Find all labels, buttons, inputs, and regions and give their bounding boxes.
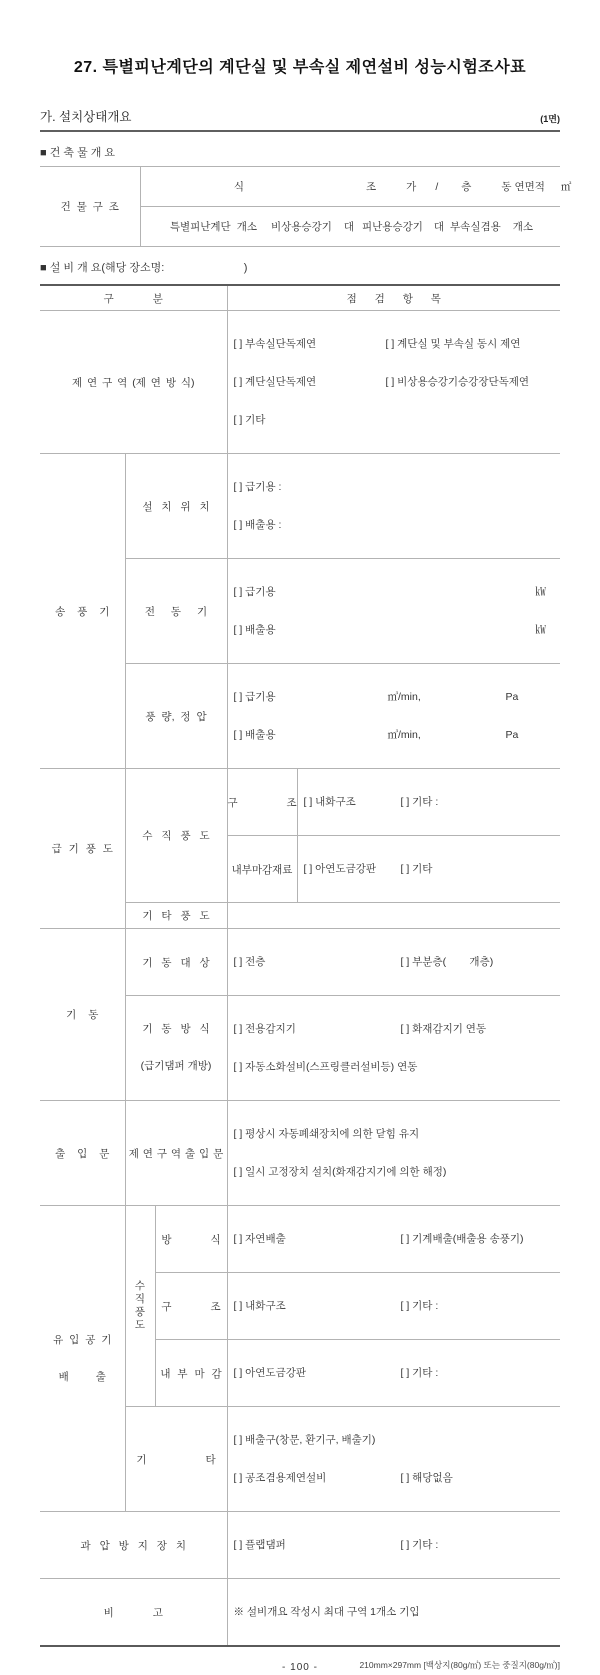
section-heading: 가. 설치상태개요 [40,110,132,124]
smoke-zone-options [227,311,560,454]
door-row [40,1101,560,1206]
blank-dong-area: 동 연면적 [501,181,545,193]
start-target-options [227,929,560,996]
inflow-vertical-duct-label: 수직풍도 [125,1206,155,1407]
checkbox-exhaust-location: [ ] 배출용 : [233,519,282,531]
unit-gaeso: 개소 [236,221,257,233]
column-header-check-items: 점 검 항 목 [227,285,560,311]
checkbox-natural-exhaust: [ ] 자연배출 [233,1233,286,1245]
fan-label: 송 풍 기 [40,454,125,769]
unit-pa: Pa [505,691,519,703]
inflow-mode-options [227,1206,560,1273]
overpressure-label: 과 압 방 지 장 치 [40,1512,227,1579]
other-duct-label: 기 타 풍 도 [125,903,227,929]
blank-ga: 가 [406,181,417,193]
checkbox-all-floors: [ ] 전층 [233,956,266,968]
checkbox-annex-only: [ ] 부속실단독제연 [233,338,317,350]
other-duct-empty [227,903,560,929]
checkbox-stair-only: [ ] 계단실단독제연 [233,376,317,388]
remarks-content [227,1579,560,1647]
building-structure-table [40,166,572,247]
checkbox-temp-hold-device: [ ] 일시 고정장치 설치(화재감지기에 의한 해정) [233,1166,447,1178]
unit-gaeso-2: 개소 [512,221,534,233]
checkbox-flap-damper: [ ] 플랩댐퍼 [233,1539,286,1551]
inflow-other-options [227,1407,560,1512]
door-label: 출 입 문 [40,1101,125,1206]
inflow-mode-label: 방 식 [155,1206,227,1273]
remarks-row [40,1579,560,1647]
unit-kw-2: ㎾ [535,624,547,636]
overpressure-options [227,1512,560,1579]
emergency-elevator: 비상용승강기 [271,221,332,233]
vertical-duct-label: 수 직 풍 도 [125,769,227,903]
page-title: 27. 특별피난계단의 계단실 및 부속실 제연설비 성능시험조사표 [73,59,527,76]
checkbox-fire-detector-linked: [ ] 화재감지기 연동 [400,1023,487,1035]
fan-flow-label: 풍 량, 정 압 [125,664,227,769]
blank-sik: 식 [233,181,244,193]
checkbox-fireproof: [ ] 내화구조 [303,796,356,808]
checkbox-inflow-etc-finish: [ ] 기타 : [400,1367,439,1379]
fan-flow-options [227,664,560,769]
inspection-table [40,284,560,1647]
supply-duct-structure-row [40,769,560,836]
special-escape-stair: 특별피난계단 [169,221,231,233]
start-label: 기 동 [40,929,125,1101]
fan-location-row [40,454,560,559]
checkbox-inflow-etc-structure: [ ] 기타 : [400,1300,439,1312]
checkbox-elevator-hall-only: [ ] 비상용승강기승강장단독제연 [385,376,530,388]
escape-elevator: 피난용승강기 [362,221,423,233]
inflow-other-label: 기 타 [125,1407,227,1512]
checkbox-etc-finish: [ ] 기타 [400,863,433,875]
duct-finish-options [297,836,560,903]
unit-m2: ㎡ [560,181,572,193]
checkbox-inflow-fireproof: [ ] 내화구조 [233,1300,286,1312]
supply-duct-label: 급 기 풍 도 [40,769,125,929]
checkbox-galvanized-steel: [ ] 아연도금강판 [303,863,377,875]
inflow-finish-options [227,1340,560,1407]
unit-pa-2: Pa [505,729,519,741]
checkbox-inflow-galvanized: [ ] 아연도금강판 [233,1367,307,1379]
annex-room-combined: 부속실겸용 [450,221,501,233]
building-structure-label: 건 물 구 조 [40,167,140,247]
page-footer [40,1659,560,1675]
checkbox-etc: [ ] 기타 [233,414,266,426]
inflow-label-line2: 배 출 [58,1370,106,1383]
unit-m3min-2: ㎥/min, [387,729,421,741]
start-method-label-line2: (급기댐퍼 개방) [140,1060,212,1072]
start-method-label [125,996,227,1101]
unit-m3min: ㎥/min, [387,691,421,703]
remarks-note: ※ 설비개요 작성시 최대 구역 1개소 기입 [233,1606,420,1618]
building-structure-row2 [140,207,560,247]
smoke-zone-door-label: 제 연 구 역 출 입 문 [125,1101,227,1206]
checkbox-exhaust-motor: [ ] 배출용 [233,624,276,636]
checkbox-dedicated-detector: [ ] 전용감지기 [233,1023,296,1035]
building-structure-row1 [140,167,572,207]
start-method-options [227,996,560,1101]
checkbox-hvac-combined: [ ] 공조겸용제연설비 [233,1472,327,1484]
header-row [40,285,560,311]
fan-location-label: 설 치 위 치 [125,454,227,559]
section-heading-row [40,107,560,132]
checkbox-supply-motor: [ ] 급기용 [233,586,276,598]
checkbox-exhaust-outlet: [ ] 배출구(창문, 환기구, 배출기) [233,1434,376,1446]
slash: / [435,181,439,193]
paper-size-note: 210mm×297mm [백상지(80g/㎡) 또는 중질지(80g/㎡)] [359,1660,560,1670]
blank-cheung: 층 [461,181,472,193]
checkbox-auto-close-device: [ ] 평상시 자동폐쇄장치에 의한 닫힘 유지 [233,1128,420,1140]
duct-structure-label: 구 조 [227,769,297,836]
column-header-category: 구 분 [40,285,227,311]
smoke-zone-label: 제 연 구 역 (제 연 방 식) [40,311,227,454]
inflow-air-exhaust-label [40,1206,125,1512]
duct-structure-options [297,769,560,836]
door-options [227,1101,560,1206]
start-target-label: 기 동 대 상 [125,929,227,996]
inflow-structure-options [227,1273,560,1340]
smoke-zone-row [40,311,560,454]
fan-location-options [227,454,560,559]
checkbox-supply-location: [ ] 급기용 : [233,481,282,493]
checkbox-exhaust-flow: [ ] 배출용 [233,729,276,741]
unit-dae-2: 대 [433,221,445,233]
unit-dae: 대 [343,221,355,233]
start-method-label-line1: 기 동 방 식 [142,1023,210,1035]
unit-kw: ㎾ [535,586,547,598]
page-side-note: (1면) [540,114,560,124]
checkbox-supply-flow: [ ] 급기용 [233,691,276,703]
remarks-label: 비 고 [40,1579,227,1647]
inflow-mode-row [40,1206,560,1273]
checkbox-stair-and-annex: [ ] 계단실 및 부속실 동시 제연 [385,338,521,350]
page-number: - 100 - [282,1662,318,1673]
equipment-overview-heading: ■ 설 비 개 요(해당 장소명: ) [40,262,248,274]
fan-motor-options [227,559,560,664]
duct-finish-label: 내부마감재료 [227,836,297,903]
inflow-finish-label: 내 부 마 감 [155,1340,227,1407]
inflow-structure-label: 구 조 [155,1273,227,1340]
fan-motor-label: 전 동 기 [125,559,227,664]
checkbox-not-applicable: [ ] 해당없음 [400,1472,453,1484]
inflow-label-line1: 유 입 공 기 [53,1333,112,1346]
start-target-row [40,929,560,996]
checkbox-mechanical-exhaust: [ ] 기계배출(배출용 송풍기) [400,1233,524,1245]
checkbox-etc-structure: [ ] 기타 : [400,796,439,808]
checkbox-auto-extinguishing-linked: [ ] 자동소화설비(스프링클러설비등) 연동 [233,1061,418,1073]
checkbox-partial-floors: [ ] 부분층( 개층) [400,956,494,968]
checkbox-overpressure-etc: [ ] 기타 : [400,1539,439,1551]
building-overview-heading: ■ 건 축 물 개 요 [40,147,116,159]
blank-jo: 조 [366,181,377,193]
overpressure-row [40,1512,560,1579]
